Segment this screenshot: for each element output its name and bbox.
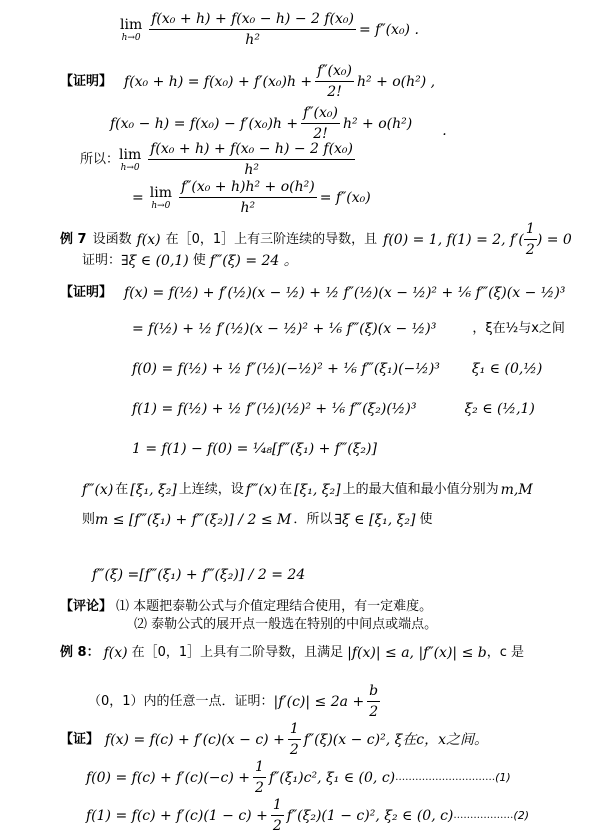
limit-rhs-3: = f″(x₀)	[319, 189, 371, 206]
example-8-text-b: ，c 是	[486, 645, 524, 660]
continuity-f3: f‴(x)	[82, 482, 114, 498]
example-7-text-a: 设函数	[92, 231, 132, 247]
max-min-mM: m,M	[500, 482, 533, 498]
limit-operator-2: lim h→0	[119, 146, 142, 173]
xi1-range: ξ₁ ∈ (0,½)	[471, 361, 543, 377]
difference-equation	[132, 440, 377, 458]
xi-between-note: ，ξ在½与x之间	[472, 321, 565, 336]
example-7-proof-expansion	[60, 284, 565, 302]
comment-2	[134, 616, 437, 634]
example-8-f0	[86, 758, 511, 797]
continuity-statement	[82, 481, 533, 499]
continuity-text-a: 在	[115, 482, 129, 497]
example-7-conditions: f(0) = 1, f(1) = 2, f′(	[383, 231, 524, 248]
proof-line-taylor-plus	[60, 62, 435, 101]
half-fraction: $\frac{1}{2}$	[525, 221, 535, 258]
half-fraction-4: $\frac{1}{2}$	[272, 797, 282, 834]
expansion-simplified-eq: = f(½) + ½ f′(½)(x − ½)² + ⅙ f‴(ξ)(x − ½)³	[132, 321, 437, 337]
final-eq: f‴(ξ) =[f‴(ξ₁) + f‴(ξ₂)] / 2 = 24	[92, 567, 306, 583]
example-8-tag: 例 8：	[60, 645, 100, 660]
limit-fraction-3: $\frac{\text{f″(x₀ + h)h² + o(h²)}}{\text{h²}}$	[180, 179, 315, 216]
ivt-exists: ∃ξ ∈ [ξ₁, ξ₂]	[334, 512, 416, 528]
continuity-f3-b: f‴(x)	[245, 482, 278, 498]
f0-expansion-eq: f(0) = f(½) + ½ f″(½)(−½)² + ⅙ f‴(ξ₁)(−½)³	[132, 361, 440, 377]
limit-result-line	[132, 178, 371, 217]
goal-equation: f‴(ξ) = 24 。	[209, 253, 298, 269]
continuity-text-c: 在	[279, 482, 293, 497]
example-8-fx: f(x)	[103, 645, 128, 661]
example-8-bounds: |f(x)| ≤ a, |f″(x)| ≤ b	[347, 645, 487, 661]
ivt-text-a: 则	[82, 512, 96, 527]
b-over-2: $\frac{b}{2}$	[369, 683, 379, 720]
final-equation	[92, 566, 305, 584]
leader-dots-2: ………………	[453, 809, 514, 821]
limit-statement	[120, 10, 419, 49]
example-8-goal-text: （0，1）内的任意一点．证明：	[88, 693, 274, 709]
half-fraction-2: $\frac{1}{2}$	[289, 721, 299, 758]
comment-1	[60, 598, 432, 616]
taylor-minus-rest: h² + o(h²)	[342, 115, 413, 132]
therefore-label: 所以：	[80, 151, 120, 167]
example-8-f1	[86, 796, 529, 835]
half-fraction-3: $\frac{1}{2}$	[255, 759, 264, 796]
comment-tag: 【评论】	[60, 599, 113, 614]
example-8-taylor-lhs: f(x) = f(c) + f′(c)(x − c) +	[105, 731, 285, 748]
example-8-taylor-rest: f″(ξ)(x − c)², ξ在c，x之间。	[303, 731, 489, 748]
example-8-taylor	[60, 720, 488, 759]
proof-tag: 【证明】	[60, 73, 113, 89]
equals-sign: =	[132, 189, 144, 206]
continuity-text-b: 上连续，设	[178, 482, 244, 497]
f1-expansion	[132, 400, 535, 418]
example-7-goal	[82, 252, 298, 270]
example-7-fx: f(x)	[136, 231, 161, 248]
goal-exists: ∃ξ ∈ (0,1)	[121, 253, 189, 269]
interval-xi: [ξ₁, ξ₂]	[130, 482, 177, 498]
f0-expansion	[132, 360, 542, 378]
taylor-minus-fraction: $\frac{\text{f″(x₀)}}{2!}$	[303, 105, 338, 142]
goal-label: 证明：	[82, 253, 122, 268]
interval-xi-b: [ξ₁, ξ₂]	[294, 482, 341, 498]
difference-eq: 1 = f(1) − f(0) = ¹⁄₄₈[f‴(ξ₁) + f‴(ξ₂)]	[132, 441, 377, 457]
ivt-text-c: 使	[419, 512, 433, 527]
equation-number-2: (2)	[513, 808, 529, 822]
taylor-plus-lhs: f(x₀ + h) = f(x₀) + f′(x₀)h +	[124, 73, 313, 90]
f1-expansion-eq: f(1) = f(½) + ½ f″(½)(½)² + ⅙ f‴(ξ₂)(½)³	[132, 401, 417, 417]
ivt-inequality: m ≤ [f‴(ξ₁) + f‴(ξ₂)] / 2 ≤ M	[95, 512, 292, 528]
proof-tag-2: 【证明】	[60, 285, 113, 300]
taylor-minus-lhs: f(x₀ − h) = f(x₀) − f′(x₀)h +	[110, 115, 299, 132]
intermediate-value-statement	[82, 511, 432, 529]
taylor-plus-fraction: $\frac{\text{f″(x₀)}}{2!}$	[317, 63, 352, 100]
therefore-line	[80, 140, 358, 179]
ivt-text-b: ．所以	[293, 512, 333, 527]
xi2-range: ξ₂ ∈ (½,1)	[464, 401, 535, 417]
equation-number-1: (1)	[495, 770, 511, 784]
example-7-tag: 例 7	[60, 231, 87, 247]
taylor-minus-end: .	[442, 122, 447, 139]
example-8-f0-lhs: f(0) = f(c) + f′(c)(−c) +	[86, 769, 251, 786]
example-8-goal	[88, 682, 383, 721]
leader-dots-1: …………………………	[395, 771, 496, 783]
example-8-f1-rest: f″(ξ₂)(1 − c)², ξ₂ ∈ (0, c)	[286, 807, 454, 824]
taylor-minus-line	[110, 104, 447, 143]
example-8-f1-lhs: f(1) = f(c) + f′(c)(1 − c) +	[86, 807, 268, 824]
goal-such-that: 使	[192, 253, 206, 268]
limit-rhs: = f″(x₀) .	[359, 21, 419, 38]
example-8-inequality: |f′(c)| ≤ 2a +	[273, 693, 365, 710]
proof-tag-3: 【证】	[60, 731, 100, 747]
comment-2-text: ⑵ 泰勒公式的展开点一般选在特别的中间点或端点。	[134, 617, 438, 632]
example-8-text-a: 在［0，1］上具有二阶导数，且满足	[131, 645, 344, 660]
limit-operator-3: lim h→0	[149, 184, 172, 211]
example-7-conditions-end: ) = 0	[536, 231, 572, 248]
example-8-f0-rest: f″(ξ₁)c², ξ₁ ∈ (0, c)	[268, 769, 396, 786]
taylor-plus-rest: h² + o(h²) ,	[356, 73, 436, 90]
comment-1-text: ⑴ 本题把泰勒公式与介值定理结合使用，有一定难度。	[116, 599, 433, 614]
limit-fraction-2: $\frac{\text{f(x₀ + h) + f(x₀ − h) − 2 f(x₀)}}{\text{h²}}$	[150, 141, 354, 178]
taylor-expansion-at-half: f(x) = f(½) + f′(½)(x − ½) + ½ f″(½)(x − ½)² + ⅙ f‴(ξ)(x − ½)³	[124, 285, 566, 301]
continuity-text-d: 上的最大值和最小值分别为	[342, 482, 499, 497]
example-8-statement	[60, 644, 524, 662]
example-7-text-b: 在［0，1］上有三阶连续的导数，且	[165, 231, 378, 247]
expansion-simplified	[132, 320, 565, 338]
limit-operator: lim h→0	[120, 16, 143, 43]
limit-fraction: $\frac{\text{f(x₀ + h) + f(x₀ − h) − 2 f(x₀)}}{\text{h²}}$	[151, 11, 354, 48]
